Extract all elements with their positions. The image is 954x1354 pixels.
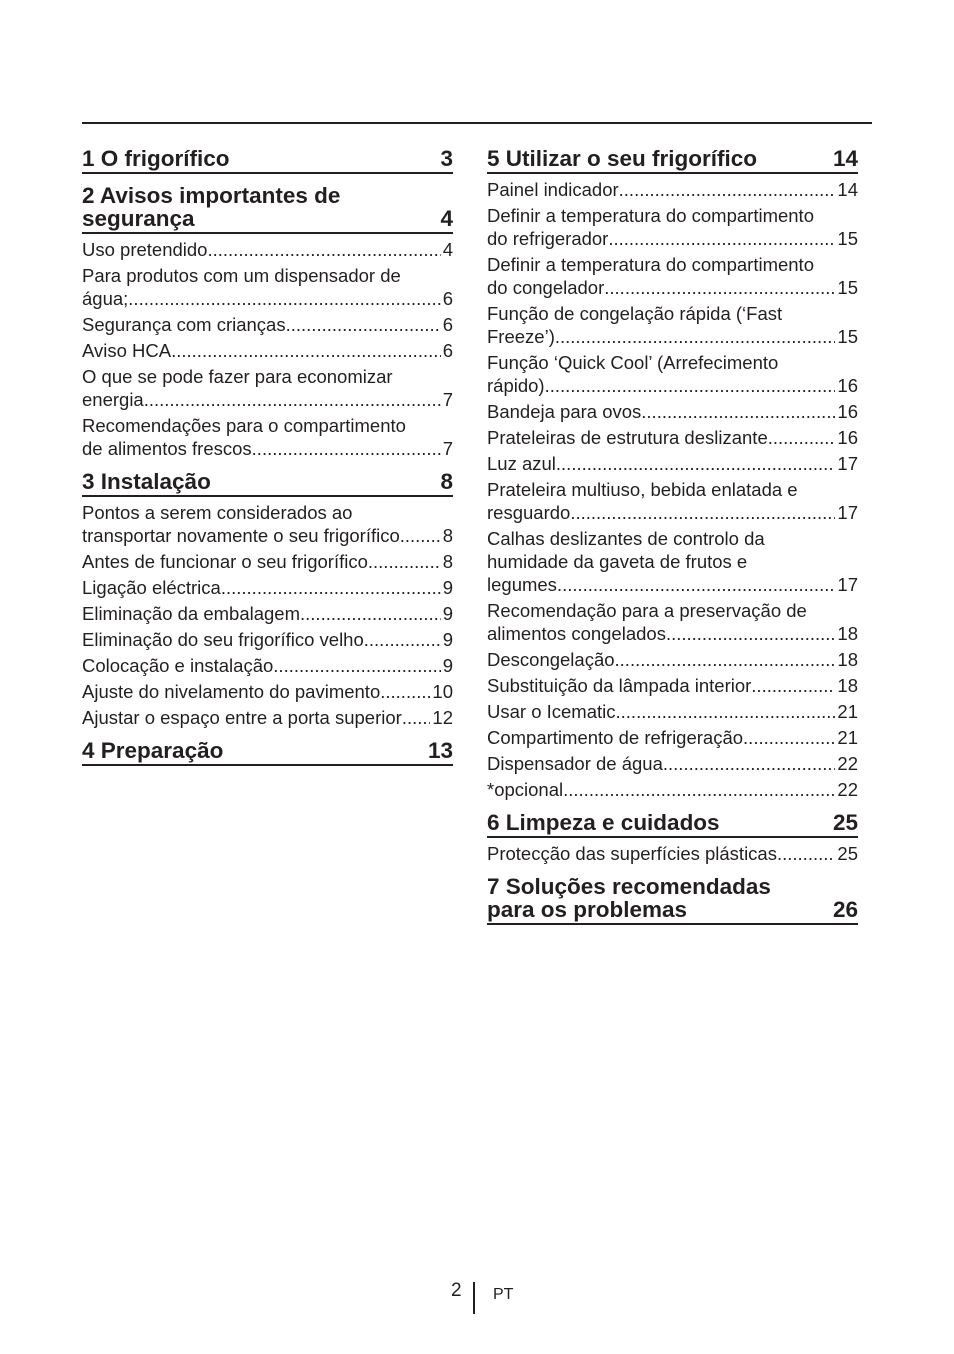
section-heading[interactable] (82, 470, 453, 497)
dot-leader (380, 680, 430, 703)
section-title-line: 1 O frigorífico (82, 146, 230, 171)
toc-entry-page: 21 (837, 701, 858, 722)
dot-leader (300, 602, 441, 625)
dot-leader (364, 628, 441, 651)
section-title (82, 739, 428, 762)
toc-entry-page: 15 (837, 228, 858, 249)
toc-entry-text: *opcional (487, 779, 564, 800)
toc-entry-text: Freeze’) (487, 326, 555, 347)
toc-entry[interactable] (82, 238, 453, 261)
toc-entry-page: 18 (837, 675, 858, 696)
toc-section (82, 147, 453, 174)
toc-section (487, 811, 858, 865)
dot-leader (666, 622, 835, 645)
toc-entry-text: Eliminação da embalagem (82, 603, 301, 624)
dot-leader (221, 576, 441, 599)
toc-entry-text: Aviso HCA (82, 340, 172, 361)
dot-leader (286, 313, 441, 336)
toc-entry-text: Recomendação para a preservação de (487, 600, 807, 621)
toc-entry-page: 22 (837, 753, 858, 774)
toc-entry-text: Painel indicador (487, 179, 619, 200)
toc-entry-page: 22 (837, 779, 858, 800)
toc-entry[interactable] (487, 752, 858, 775)
dot-leader (563, 778, 835, 801)
section-title-line: 2 Avisos importantes de (82, 183, 341, 208)
dot-leader (402, 706, 431, 729)
toc-entry-text: Prateleira multiuso, bebida enlatada e (487, 479, 798, 500)
toc-entry-text: Eliminação do seu frigorífico velho (82, 629, 364, 650)
toc-left-column (82, 124, 453, 770)
section-title (487, 147, 833, 170)
dot-leader (604, 276, 835, 299)
toc-entry-text: energia (82, 389, 144, 410)
toc-entry-page: 7 (442, 438, 453, 459)
toc-entry-page: 15 (837, 277, 858, 298)
section-heading[interactable] (487, 811, 858, 838)
toc-entry[interactable] (487, 648, 858, 671)
toc-entry-text: Antes de funcionar o seu frigorífico (82, 551, 368, 572)
section-page-number: 3 (440, 146, 453, 171)
toc-entry[interactable] (82, 414, 453, 460)
section-heading[interactable] (82, 147, 453, 174)
toc-section (82, 184, 453, 460)
toc-entry[interactable] (487, 700, 858, 723)
section-title-line: 4 Preparação (82, 738, 224, 763)
dot-leader (368, 550, 441, 573)
toc-entry-page: 8 (442, 551, 453, 572)
toc-entry-text: Bandeja para ovos (487, 401, 642, 422)
toc-entry-text: Calhas deslizantes de controlo da (487, 528, 765, 549)
toc-entry-page: 14 (837, 179, 858, 200)
page-number: 2 (451, 1280, 462, 1301)
toc-entry-page: 10 (432, 681, 453, 702)
toc-entry-text: Uso pretendido (82, 239, 208, 260)
section-page-number: 8 (440, 469, 453, 494)
toc-entry-text: O que se pode fazer para economizar (82, 366, 393, 387)
toc-entry-page: 4 (442, 239, 453, 260)
toc-right-column (487, 124, 858, 929)
toc-entry-page: 6 (442, 288, 453, 309)
toc-entry[interactable] (487, 452, 858, 475)
dot-leader (207, 238, 440, 261)
toc-entry-page: 6 (442, 314, 453, 335)
toc-entry-text: Recomendações para o compartimento (82, 415, 406, 436)
dot-leader (641, 400, 835, 423)
section-title-line: segurança (82, 206, 195, 231)
toc-section (82, 470, 453, 729)
toc-entry-page: 25 (837, 843, 858, 864)
toc-entry-page: 16 (837, 427, 858, 448)
toc-entry-page: 8 (442, 525, 453, 546)
toc-entry[interactable] (82, 339, 453, 362)
dot-leader (768, 426, 836, 449)
toc-entry-page: 15 (837, 326, 858, 347)
toc-entry[interactable] (487, 302, 858, 348)
toc-entry-text: Substituição da lâmpada interior (487, 675, 752, 696)
toc-entry-text: transportar novamente o seu frigorífico. (82, 525, 405, 546)
toc-entry-text: Função de congelação rápida (‘Fast (487, 303, 783, 324)
dot-leader (273, 654, 440, 677)
toc-entry-text: Protecção das superfícies plásticas (487, 843, 777, 864)
dot-leader (555, 325, 836, 348)
toc-entry[interactable] (82, 313, 453, 336)
toc-entry-page: 6 (442, 340, 453, 361)
dot-leader (570, 501, 835, 524)
toc-entry-page: 18 (837, 649, 858, 670)
section-entries (487, 842, 858, 865)
toc-entry-page: 7 (442, 389, 453, 410)
toc-entry-text: Definir a temperatura do compartimento (487, 254, 814, 275)
dot-leader (144, 388, 441, 411)
dot-leader (777, 842, 835, 865)
section-heading[interactable] (487, 875, 858, 925)
toc-entry[interactable] (487, 351, 858, 397)
toc-entry[interactable] (487, 599, 858, 645)
toc-entry[interactable] (82, 550, 453, 573)
toc-entry-text: de alimentos frescos (82, 438, 252, 459)
section-title (82, 470, 440, 493)
toc-entry-text: Para produtos com um dispensador de (82, 265, 401, 286)
toc-entry-page: 9 (442, 655, 453, 676)
section-title-line: 3 Instalação (82, 469, 211, 494)
toc-section (487, 147, 858, 801)
toc-entry-page: 18 (837, 623, 858, 644)
dot-leader (615, 648, 836, 671)
toc-entry-text: resguardo (487, 502, 571, 523)
toc-entry[interactable] (82, 576, 453, 599)
section-page-number: 26 (832, 897, 858, 922)
toc-entry-page: 16 (837, 401, 858, 422)
section-heading[interactable] (82, 739, 453, 766)
section-page-number: 4 (440, 206, 453, 231)
toc-entry-text: Usar o Icematic (487, 701, 616, 722)
toc-entry-text: Luz azul (487, 453, 556, 474)
dot-leader (128, 287, 440, 310)
toc-entry[interactable] (487, 426, 858, 449)
toc-entry-page: 12 (432, 707, 453, 728)
language-code: PT (493, 1286, 514, 1303)
toc-entry-text: do refrigerador (487, 228, 609, 249)
section-title-line: 7 Soluções recomendadas (487, 874, 771, 899)
section-page-number: 14 (832, 146, 858, 171)
section-title-line: para os problemas (487, 897, 688, 922)
toc-entry-page: 9 (442, 577, 453, 598)
toc-entry[interactable] (487, 778, 858, 801)
section-title (82, 147, 440, 170)
toc-entry-text: Descongelação (487, 649, 615, 670)
toc-entry[interactable] (82, 501, 453, 547)
toc-entry[interactable] (487, 842, 858, 865)
toc-entry-text: Segurança com crianças (82, 314, 286, 335)
dot-leader (545, 374, 836, 397)
toc-entry-text: água; (82, 288, 129, 309)
toc-entry[interactable] (82, 654, 453, 677)
toc-entry[interactable] (487, 478, 858, 524)
section-entries (487, 178, 858, 801)
toc-entry-page: 17 (837, 502, 858, 523)
toc-entry-text: Colocação e instalação (82, 655, 274, 676)
toc-entry-text: Ajuste do nivelamento do pavimento (82, 681, 381, 702)
dot-leader (556, 452, 836, 475)
toc-entry-text: Definir a temperatura do compartimento (487, 205, 814, 226)
dot-leader (608, 227, 835, 250)
toc-entry[interactable] (82, 628, 453, 651)
section-entries (82, 238, 453, 460)
dot-leader (252, 437, 441, 460)
toc-entry[interactable] (82, 365, 453, 411)
toc-entry[interactable] (82, 706, 453, 729)
toc-entry-text: humidade da gaveta de frutos e (487, 551, 748, 572)
toc-entry-page: 9 (442, 629, 453, 650)
toc-entry[interactable] (82, 602, 453, 625)
toc-entry[interactable] (487, 726, 858, 749)
toc-entry-text: alimentos congelados (487, 623, 666, 644)
dot-leader (405, 524, 441, 547)
section-title (82, 184, 440, 230)
toc-entry[interactable] (487, 527, 858, 596)
dot-leader (557, 573, 835, 596)
toc-entry-text: Função ‘Quick Cool’ (Arrefecimento (487, 352, 779, 373)
toc-entry-text: Ajustar o espaço entre a porta superior (82, 707, 402, 728)
toc-entry-text: Compartimento de refrigeração (487, 727, 744, 748)
section-title (487, 875, 833, 921)
dot-leader (616, 700, 836, 723)
toc-entry-text: Prateleiras de estrutura deslizante (487, 427, 768, 448)
toc-entry-page: 9 (442, 603, 453, 624)
section-page-number: 25 (832, 810, 858, 835)
toc-entry[interactable] (82, 264, 453, 310)
dot-leader (743, 726, 835, 749)
toc-entry[interactable] (82, 680, 453, 703)
toc-entry[interactable] (487, 253, 858, 299)
toc-entry[interactable] (487, 204, 858, 250)
toc-entry-page: 17 (837, 574, 858, 595)
dot-leader (663, 752, 836, 775)
dot-leader (619, 178, 836, 201)
toc-entry[interactable] (487, 400, 858, 423)
toc-entry-text: legumes (487, 574, 557, 595)
toc-section (487, 875, 858, 925)
section-title (487, 811, 833, 834)
footer-divider (473, 1282, 475, 1314)
toc-entry-text: Pontos a serem considerados ao (82, 502, 353, 523)
toc-entry-text: Dispensador de água (487, 753, 663, 774)
section-title-line: 6 Limpeza e cuidados (487, 810, 720, 835)
section-page-number: 13 (427, 738, 453, 763)
section-title-line: 5 Utilizar o seu frigorífico (487, 146, 758, 171)
toc-section (82, 739, 453, 766)
toc-entry-page: 16 (837, 375, 858, 396)
section-heading[interactable] (82, 184, 453, 234)
toc-entry-text: do congelador (487, 277, 605, 298)
toc-entry-text: Ligação eléctrica (82, 577, 221, 598)
toc-entry[interactable] (487, 178, 858, 201)
toc-entry[interactable] (487, 674, 858, 697)
section-heading[interactable] (487, 147, 858, 174)
toc-entry-text: rápido) (487, 375, 545, 396)
toc-entry-page: 21 (837, 727, 858, 748)
toc-entry-page: 17 (837, 453, 858, 474)
dot-leader (751, 674, 835, 697)
section-entries (82, 501, 453, 729)
dot-leader (171, 339, 441, 362)
